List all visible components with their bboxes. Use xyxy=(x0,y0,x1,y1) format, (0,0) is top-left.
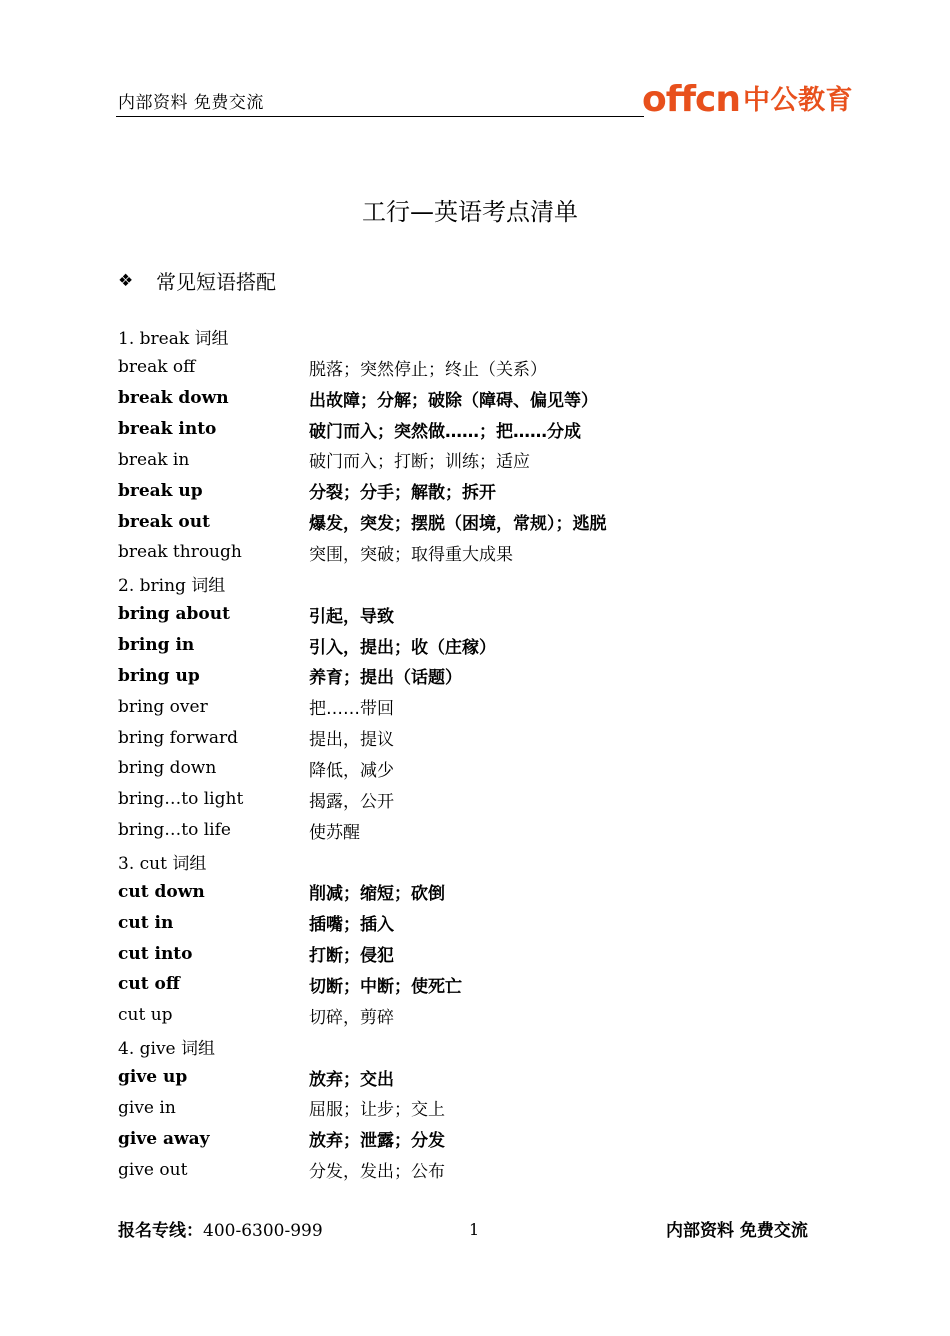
phrase-row xyxy=(118,722,838,753)
phrase-term: cut into xyxy=(118,943,193,964)
phrase-meaning: 屈服；让步；交上 xyxy=(309,1100,445,1121)
phrase-row xyxy=(118,383,838,414)
group-heading-row xyxy=(118,568,838,599)
phrase-term: break up xyxy=(118,480,203,501)
phrase-row xyxy=(118,815,838,846)
phrase-meaning: 插嘴；插入 xyxy=(309,915,394,936)
phrase-term: cut down xyxy=(118,881,205,902)
phrase-meaning: 引入，提出；收（庄稼） xyxy=(309,637,496,658)
group-heading-row xyxy=(118,846,838,877)
phrase-meaning: 揭露，公开 xyxy=(309,791,394,812)
phrase-meaning: 切碎，剪碎 xyxy=(309,1007,394,1028)
document-title: 工行—英语考点清单 xyxy=(362,198,578,226)
phrase-term: give out xyxy=(118,1159,188,1180)
phrase-term: bring over xyxy=(118,696,208,717)
phrase-term: bring…to life xyxy=(118,820,231,841)
phrase-list xyxy=(118,321,838,1185)
phrase-row xyxy=(118,475,838,506)
phrase-row xyxy=(118,1092,838,1123)
phrase-meaning: 削减；缩短；砍倒 xyxy=(309,884,445,905)
phrase-term: give in xyxy=(118,1097,176,1118)
phrase-row xyxy=(118,691,838,722)
phrase-row xyxy=(118,537,838,568)
phrase-row xyxy=(118,938,838,969)
phrase-row xyxy=(118,660,838,691)
phrase-meaning: 放弃；泄露；分发 xyxy=(309,1131,445,1152)
phrase-term: cut off xyxy=(118,974,180,995)
phrase-row xyxy=(118,1000,838,1031)
phrase-row xyxy=(118,444,838,475)
footer-hotline xyxy=(118,1216,323,1241)
section-heading xyxy=(118,266,276,295)
phrase-row xyxy=(118,907,838,938)
phrase-meaning: 破门而入；打断；训练；适应 xyxy=(309,452,530,473)
phrase-meaning: 突围，突破；取得重大成果 xyxy=(309,544,513,565)
phrase-term: break out xyxy=(118,511,210,532)
phrase-meaning: 脱落；突然停止；终止（关系） xyxy=(309,359,547,380)
phrase-meaning: 破门而入；突然做……；把……分成 xyxy=(309,421,581,442)
group-heading: 3. cut 词组 xyxy=(118,853,207,874)
group-heading: 4. give 词组 xyxy=(118,1038,216,1059)
phrase-term: cut in xyxy=(118,912,174,933)
header-divider xyxy=(116,116,644,117)
hotline-label: 报名专线： xyxy=(118,1221,203,1241)
group-heading: 1. break 词组 xyxy=(118,328,229,349)
phrase-term: break through xyxy=(118,542,242,563)
phrase-term: break down xyxy=(118,388,229,409)
phrase-row xyxy=(118,753,838,784)
hotline-number: 400-6300-999 xyxy=(203,1221,323,1241)
phrase-meaning: 引起，导致 xyxy=(309,606,394,627)
group-heading-row xyxy=(118,1031,838,1062)
phrase-meaning: 放弃；交出 xyxy=(309,1069,394,1090)
section-heading-text: 常见短语搭配 xyxy=(156,270,276,294)
phrase-row xyxy=(118,506,838,537)
phrase-term: bring in xyxy=(118,635,195,656)
phrase-term: cut up xyxy=(118,1005,173,1026)
phrase-term: break into xyxy=(118,419,217,439)
logo-cjk-text: 中公教育 xyxy=(743,85,854,116)
phrase-row xyxy=(118,414,838,445)
phrase-row xyxy=(118,784,838,815)
phrase-term: bring about xyxy=(118,604,230,625)
phrase-term: bring forward xyxy=(118,727,239,748)
phrase-term: break in xyxy=(118,449,190,470)
diamond-bullet-icon: ❖ xyxy=(118,270,134,291)
phrase-row xyxy=(118,1154,838,1185)
phrase-meaning: 分裂；分手；解散；拆开 xyxy=(309,483,496,504)
logo-latin-text: offcn xyxy=(642,79,741,120)
phrase-row xyxy=(118,876,838,907)
phrase-row xyxy=(118,969,838,1000)
phrase-meaning: 切断；中断；使死亡 xyxy=(309,976,462,997)
phrase-row xyxy=(118,1062,838,1093)
phrase-row xyxy=(118,599,838,630)
page-header xyxy=(0,0,950,130)
page-number: 1 xyxy=(469,1220,480,1239)
phrase-meaning: 打断；侵犯 xyxy=(309,946,394,967)
phrase-row xyxy=(118,630,838,661)
phrase-term: bring down xyxy=(118,758,217,779)
phrase-meaning: 分发，发出；公布 xyxy=(309,1162,445,1183)
phrase-meaning: 爆发，突发；摆脱（困境，常规）；逃脱 xyxy=(309,514,607,535)
group-heading: 2. bring 词组 xyxy=(118,575,226,596)
phrase-meaning: 把……带回 xyxy=(309,699,394,720)
header-label: 内部资料 免费交流 xyxy=(118,93,264,113)
phrase-meaning: 提出，提议 xyxy=(309,730,394,751)
phrase-meaning: 养育；提出（话题） xyxy=(309,668,462,689)
phrase-term: bring up xyxy=(118,665,200,686)
phrase-row xyxy=(118,1123,838,1154)
phrase-term: give up xyxy=(118,1067,188,1088)
phrase-term: bring…to light xyxy=(118,789,244,810)
phrase-row xyxy=(118,352,838,383)
phrase-meaning: 出故障；分解；破除（障碍、偏见等） xyxy=(309,390,598,411)
footer-label: 内部资料 免费交流 xyxy=(666,1221,808,1241)
offcn-logo xyxy=(642,74,853,120)
phrase-term: break off xyxy=(118,357,196,378)
phrase-meaning: 降低，减少 xyxy=(309,760,394,781)
group-heading-row xyxy=(118,321,838,352)
phrase-term: give away xyxy=(118,1128,210,1149)
phrase-meaning: 使苏醒 xyxy=(309,822,360,843)
